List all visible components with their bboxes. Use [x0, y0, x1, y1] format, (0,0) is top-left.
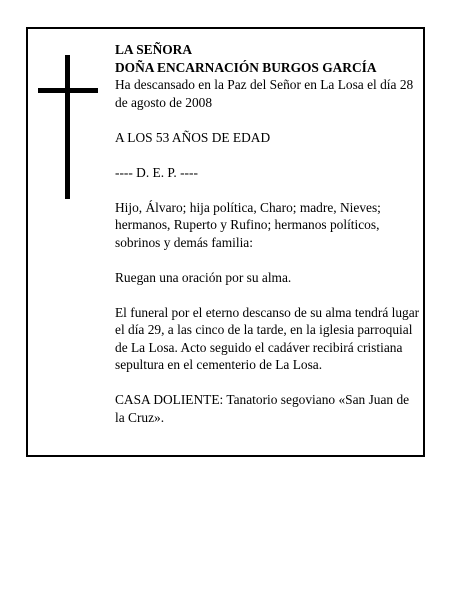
funeral-details: El funeral por el eterno descanso de su alma tendrá lugar el día 29, a las cinco de la tarde, en la iglesia parroquial de La Losa. Acto seguido el cadáver recibirá cristiana sepultura en el cementerio de La Losa. — [115, 304, 420, 372]
age-statement: A LOS 53 AÑOS DE EDAD — [115, 129, 271, 145]
prayer-request: Ruegan una oración por su alma. — [115, 269, 292, 285]
cross-icon — [38, 55, 98, 199]
rip-statement: ---- D. E. P. ---- — [115, 164, 198, 180]
header-block — [115, 41, 420, 111]
obituary-text — [115, 41, 420, 444]
deceased-name: DOÑA ENCARNACIÓN BURGOS GARCÍA — [115, 59, 377, 75]
cross-horizontal-bar — [38, 88, 98, 93]
family-statement: Hijo, Álvaro; hija política, Charo; madre, Nieves; hermanos, Ruperto y Rufino; hermanos políticos, sobrinos y demás familia: — [115, 199, 381, 250]
mourning-house: CASA DOLIENTE: Tanatorio segoviano «San Juan de la Cruz». — [115, 392, 410, 425]
deceased-title: LA SEÑORA — [115, 42, 193, 57]
cross-vertical-bar — [65, 55, 70, 199]
obituary-notice — [26, 27, 425, 457]
rest-statement: Ha descansado en la Paz del Señor en La Losa el día 28 de agosto de 2008 — [115, 77, 414, 110]
